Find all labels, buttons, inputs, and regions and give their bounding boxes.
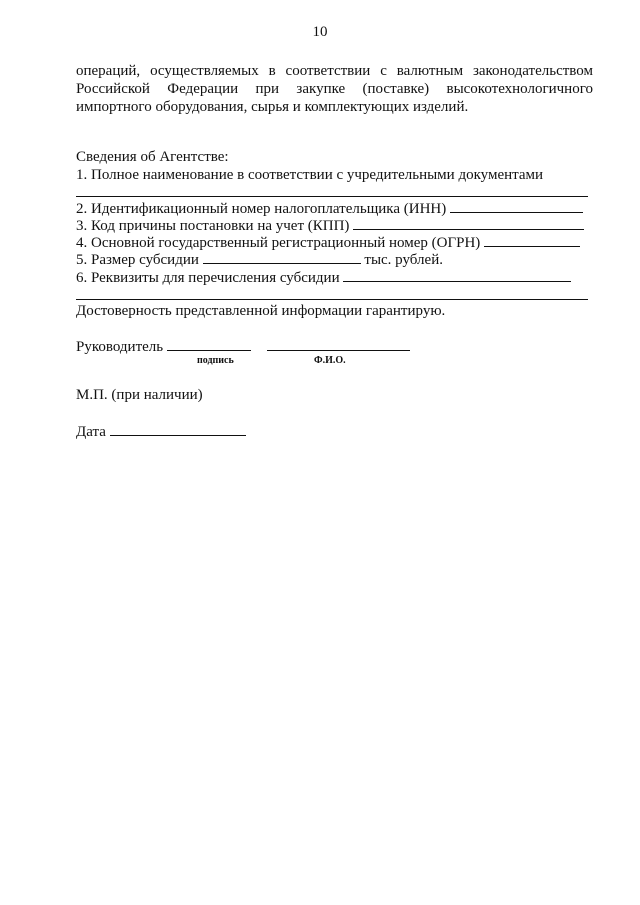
- subsidy-amount-field[interactable]: [203, 250, 361, 264]
- agency-item-4-label: 4. Основной государственный регистрационный номер (ОГРН): [76, 235, 481, 251]
- date-row: [76, 422, 246, 441]
- stamp-note: М.П. (при наличии): [76, 387, 203, 403]
- bank-details-field[interactable]: [343, 268, 571, 282]
- agency-item-5-unit: тыс. рублей.: [364, 252, 443, 268]
- kpp-field[interactable]: [353, 216, 584, 230]
- inn-field[interactable]: [450, 199, 583, 213]
- full-name-field[interactable]: [76, 196, 588, 197]
- agency-item-3-label: 3. Код причины постановки на учет (КПП): [76, 218, 350, 234]
- agency-item-6-row: [76, 268, 571, 287]
- agency-item-5-label: 5. Размер субсидии: [76, 252, 199, 268]
- intro-line-3: импортного оборудования, сырья и комплектующих изделий.: [76, 99, 469, 115]
- page-number: 10: [312, 24, 328, 40]
- full-name-signature-field[interactable]: [267, 337, 410, 351]
- name-caption: Ф.И.О.: [314, 355, 346, 366]
- agency-item-6-label: 6. Реквизиты для перечисления субсидии: [76, 270, 340, 286]
- signature-caption: подпись: [197, 355, 234, 366]
- agency-item-1: 1. Полное наименование в соответствии с учредительными документами: [76, 167, 544, 183]
- intro-line-1: операций, осуществляемых в соответствии с валютным законодательством: [76, 63, 593, 79]
- signature-field[interactable]: [167, 337, 251, 351]
- confirmation-text: Достоверность представленной информации гарантирую.: [76, 303, 446, 319]
- date-label: Дата: [76, 424, 106, 440]
- date-field[interactable]: [110, 422, 246, 436]
- agency-item-5-row: [76, 250, 443, 269]
- agency-heading: Сведения об Агентстве:: [76, 149, 229, 165]
- ogrn-field[interactable]: [484, 233, 580, 247]
- intro-line-2: Российской Федерации при закупке (поставке) высокотехнологичного: [76, 81, 593, 97]
- signature-row: [76, 337, 410, 356]
- agency-item-2-label: 2. Идентификационный номер налогоплательщика (ИНН): [76, 201, 447, 217]
- bank-details-field-continued[interactable]: [76, 299, 588, 300]
- signature-label: Руководитель: [76, 339, 164, 355]
